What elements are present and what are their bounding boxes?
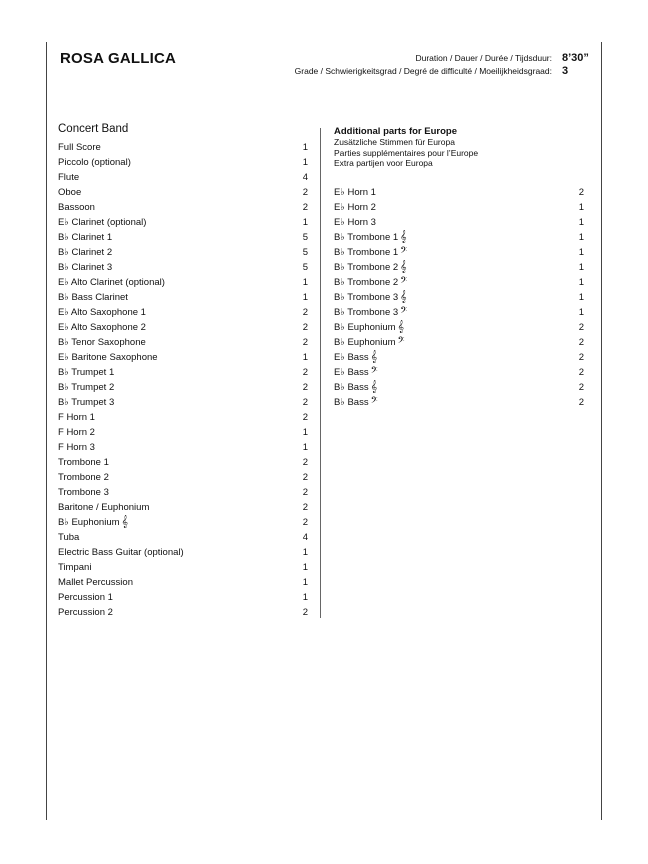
part-name: B♭ Bass: [334, 396, 369, 408]
europe-heading: Additional parts for Europe: [334, 126, 457, 137]
part-count: 2: [302, 502, 308, 513]
part-name-group: [58, 200, 95, 215]
part-row: [58, 590, 308, 605]
part-row: [58, 260, 308, 275]
part-name: Full Score: [58, 142, 101, 153]
europe-column: [334, 126, 584, 410]
part-row: [58, 500, 308, 515]
part-row: [334, 200, 584, 215]
part-name-group: [334, 335, 405, 350]
part-count: 1: [302, 592, 308, 603]
part-count: 5: [302, 262, 308, 273]
part-count: 2: [302, 307, 308, 318]
part-name-group: [334, 365, 378, 380]
part-row: [58, 215, 308, 230]
part-name: B♭ Trombone 2: [334, 261, 399, 273]
duration-row: [415, 52, 588, 64]
part-name-group: [334, 290, 407, 305]
part-count: 2: [578, 336, 584, 348]
part-row: [58, 380, 308, 395]
part-name: B♭ Trombone 3: [334, 291, 399, 303]
treble-clef-icon: 𝄞: [400, 290, 407, 303]
part-row: [58, 560, 308, 575]
duration-value: 8’30”: [562, 52, 589, 64]
europe-subtitle-de: Zusätzliche Stimmen für Europa: [334, 137, 455, 147]
part-row: [58, 185, 308, 200]
duration-label: Duration / Dauer / Durée / Tijdsduur:: [415, 53, 552, 63]
part-name-group: [334, 320, 404, 335]
part-count: 2: [302, 202, 308, 213]
part-count: 1: [578, 246, 584, 258]
part-name: Trombone 1: [58, 457, 109, 468]
part-name-group: [58, 500, 149, 515]
part-name: E♭ Bass: [334, 366, 369, 378]
part-row: [58, 275, 308, 290]
part-count: 1: [578, 231, 584, 243]
part-name: B♭ Trumpet 2: [58, 382, 115, 393]
part-row: [58, 545, 308, 560]
part-count: 2: [578, 321, 584, 333]
bass-clef-icon: 𝄢: [370, 365, 378, 378]
part-name-group: [58, 515, 128, 530]
part-name: Baritone / Euphonium: [58, 502, 150, 513]
part-name: E♭ Horn 2: [334, 201, 376, 213]
part-name: E♭ Alto Saxophone 1: [58, 307, 146, 318]
treble-clef-icon: 𝄞: [400, 230, 407, 243]
part-row: [58, 140, 308, 155]
part-name: Mallet Percussion: [58, 577, 133, 588]
part-row: [58, 395, 308, 410]
europe-subtitle-fr: Parties supplémentaires pour l’Europe: [334, 147, 479, 158]
part-count: 2: [302, 382, 308, 393]
concert-band-column: [58, 123, 308, 620]
part-name-group: [334, 305, 407, 320]
part-name-group: [58, 530, 79, 545]
part-count: 5: [302, 247, 308, 258]
part-count: 2: [302, 397, 308, 408]
part-name-group: [334, 230, 407, 245]
part-count: 2: [578, 396, 584, 408]
part-count: 1: [302, 142, 308, 153]
part-row: [334, 185, 584, 200]
treble-clef-icon: 𝄞: [370, 350, 378, 363]
part-count: 2: [578, 366, 584, 378]
part-name: E♭ Alto Clarinet (optional): [58, 277, 165, 288]
part-count: 2: [302, 337, 308, 348]
concert-band-parts-list: [58, 140, 308, 620]
part-name: Bassoon: [58, 202, 95, 213]
part-row: [334, 305, 584, 320]
part-name: Piccolo (optional): [58, 157, 131, 168]
part-name: Electric Bass Guitar (optional): [58, 547, 184, 558]
part-name-group: [334, 200, 376, 215]
part-count: 4: [302, 172, 308, 183]
part-name: Percussion 1: [58, 592, 113, 603]
part-count: 1: [578, 276, 584, 288]
concert-band-heading: Concert Band: [58, 123, 129, 135]
part-name-group: [58, 335, 146, 350]
part-name-group: [58, 155, 131, 170]
part-name: B♭ Trombone 3: [334, 306, 399, 318]
part-name: E♭ Baritone Saxophone: [58, 352, 158, 363]
part-name: B♭ Euphonium: [334, 321, 396, 333]
part-row: [334, 260, 584, 275]
part-name-group: [58, 395, 114, 410]
part-count: 2: [302, 487, 308, 498]
bass-clef-icon: 𝄢: [370, 395, 378, 408]
treble-clef-icon: 𝄞: [397, 320, 405, 333]
part-name-group: [58, 185, 81, 200]
part-row: [58, 410, 308, 425]
part-row: [58, 440, 308, 455]
part-row: [334, 320, 584, 335]
part-name-group: [58, 290, 128, 305]
part-count: 2: [578, 381, 584, 393]
part-name: Trombone 3: [58, 487, 109, 498]
part-row: [334, 215, 584, 230]
part-name-group: [58, 140, 101, 155]
part-row: [58, 335, 308, 350]
part-name: F Horn 3: [58, 442, 95, 453]
part-name: B♭ Clarinet 1: [58, 232, 113, 243]
part-row: [58, 305, 308, 320]
part-name-group: [58, 605, 113, 620]
bass-clef-icon: 𝄢: [400, 305, 408, 318]
part-name: B♭ Trumpet 1: [58, 367, 115, 378]
part-name-group: [58, 170, 79, 185]
part-name: B♭ Bass: [334, 381, 369, 393]
part-name: Flute: [58, 172, 80, 183]
treble-clef-icon: 𝄞: [121, 516, 129, 528]
part-count: 2: [302, 322, 308, 333]
treble-clef-icon: 𝄞: [370, 380, 378, 393]
piece-title: ROSA GALLICA: [60, 50, 177, 67]
part-name-group: [58, 590, 113, 605]
part-name: E♭ Alto Saxophone 2: [58, 322, 146, 333]
right-margin-line: [601, 42, 602, 820]
part-name-group: [58, 455, 109, 470]
part-name-group: [334, 215, 376, 230]
part-name: B♭ Euphonium: [58, 517, 120, 528]
part-name-group: [58, 545, 184, 560]
part-count: 1: [302, 577, 308, 588]
part-name-group: [58, 410, 95, 425]
part-name: B♭ Euphonium: [334, 336, 396, 348]
part-name: E♭ Bass: [334, 351, 369, 363]
part-count: 2: [302, 472, 308, 483]
part-row: [58, 455, 308, 470]
part-row: [58, 155, 308, 170]
part-row: [58, 485, 308, 500]
part-name-group: [58, 560, 91, 575]
part-row: [58, 530, 308, 545]
part-name-group: [58, 305, 146, 320]
part-name-group: [334, 275, 407, 290]
part-name: E♭ Clarinet (optional): [58, 217, 147, 228]
part-row: [58, 350, 308, 365]
part-row: [58, 515, 308, 530]
part-count: 1: [578, 201, 584, 213]
part-count: 1: [302, 442, 308, 453]
grade-row: [295, 65, 588, 77]
europe-subtitle-nl: Extra partijen voor Europa: [334, 158, 433, 168]
part-name-group: [58, 260, 112, 275]
europe-parts-list: [334, 185, 584, 410]
part-name: B♭ Clarinet 3: [58, 262, 113, 273]
part-row: [58, 575, 308, 590]
part-row: [334, 395, 584, 410]
part-count: 1: [578, 306, 584, 318]
part-name-group: [58, 365, 114, 380]
bass-clef-icon: 𝄢: [400, 245, 408, 258]
part-name: B♭ Tenor Saxophone: [58, 337, 146, 348]
part-name-group: [58, 320, 146, 335]
part-name: B♭ Trumpet 3: [58, 397, 115, 408]
part-name: B♭ Trombone 1: [334, 231, 399, 243]
part-row: [334, 245, 584, 260]
part-row: [334, 230, 584, 245]
part-row: [334, 335, 584, 350]
column-divider: [320, 128, 321, 618]
part-name: Tuba: [58, 532, 80, 543]
grade-label: Grade / Schwierigkeitsgrad / Degré de difficulté / Moeilijkheidsgraad:: [294, 66, 552, 76]
bass-clef-icon: 𝄢: [400, 275, 408, 288]
part-count: 2: [302, 517, 308, 528]
part-name-group: [58, 575, 133, 590]
part-name-group: [58, 425, 95, 440]
part-count: 4: [302, 532, 308, 543]
part-name: B♭ Bass Clarinet: [58, 292, 128, 303]
part-row: [334, 380, 584, 395]
part-count: 1: [578, 216, 584, 228]
part-row: [334, 290, 584, 305]
part-count: 2: [302, 187, 308, 198]
part-row: [58, 290, 308, 305]
treble-clef-icon: 𝄞: [400, 260, 407, 273]
part-count: 1: [302, 427, 308, 438]
part-name-group: [334, 245, 407, 260]
part-name-group: [334, 260, 407, 275]
part-count: 2: [578, 186, 584, 198]
part-count: 1: [302, 352, 308, 363]
part-count: 1: [302, 292, 308, 303]
part-name-group: [58, 350, 158, 365]
bass-clef-icon: 𝄢: [397, 335, 405, 348]
part-name-group: [334, 185, 376, 200]
part-count: 1: [578, 291, 584, 303]
part-count: 1: [302, 157, 308, 168]
part-count: 2: [302, 607, 308, 618]
part-name-group: [334, 380, 377, 395]
part-count: 1: [302, 562, 308, 573]
part-row: [58, 320, 308, 335]
part-row: [58, 230, 308, 245]
part-name-group: [58, 380, 114, 395]
part-row: [58, 605, 308, 620]
left-margin-line: [46, 42, 47, 820]
part-row: [58, 425, 308, 440]
part-name: B♭ Trombone 2: [334, 276, 399, 288]
part-name-group: [58, 440, 95, 455]
part-name-group: [58, 275, 165, 290]
part-name: B♭ Trombone 1: [334, 246, 399, 258]
part-name-group: [58, 470, 109, 485]
part-row: [334, 275, 584, 290]
grade-value: 3: [562, 65, 569, 77]
part-count: 2: [302, 412, 308, 423]
part-count: 1: [302, 277, 308, 288]
part-name: Oboe: [58, 187, 82, 198]
part-row: [58, 365, 308, 380]
part-row: [334, 365, 584, 380]
part-name: Trombone 2: [58, 472, 109, 483]
part-name: B♭ Clarinet 2: [58, 247, 113, 258]
part-name-group: [58, 485, 109, 500]
part-name: F Horn 2: [58, 427, 95, 438]
part-name: E♭ Horn 3: [334, 216, 376, 228]
part-count: 2: [578, 351, 584, 363]
part-count: 2: [302, 457, 308, 468]
part-name: Percussion 2: [58, 607, 113, 618]
part-name: Timpani: [58, 562, 92, 573]
part-count: 1: [302, 547, 308, 558]
part-count: 2: [302, 367, 308, 378]
part-name-group: [334, 395, 378, 410]
part-name-group: [58, 215, 146, 230]
part-name-group: [58, 245, 112, 260]
part-name-group: [58, 230, 112, 245]
part-name-group: [334, 350, 377, 365]
part-count: 5: [302, 232, 308, 243]
part-name: E♭ Horn 1: [334, 186, 376, 198]
part-name: F Horn 1: [58, 412, 95, 423]
part-count: 1: [578, 261, 584, 273]
part-count: 1: [302, 217, 308, 228]
part-row: [58, 200, 308, 215]
part-row: [58, 170, 308, 185]
part-row: [58, 245, 308, 260]
part-row: [58, 470, 308, 485]
part-row: [334, 350, 584, 365]
